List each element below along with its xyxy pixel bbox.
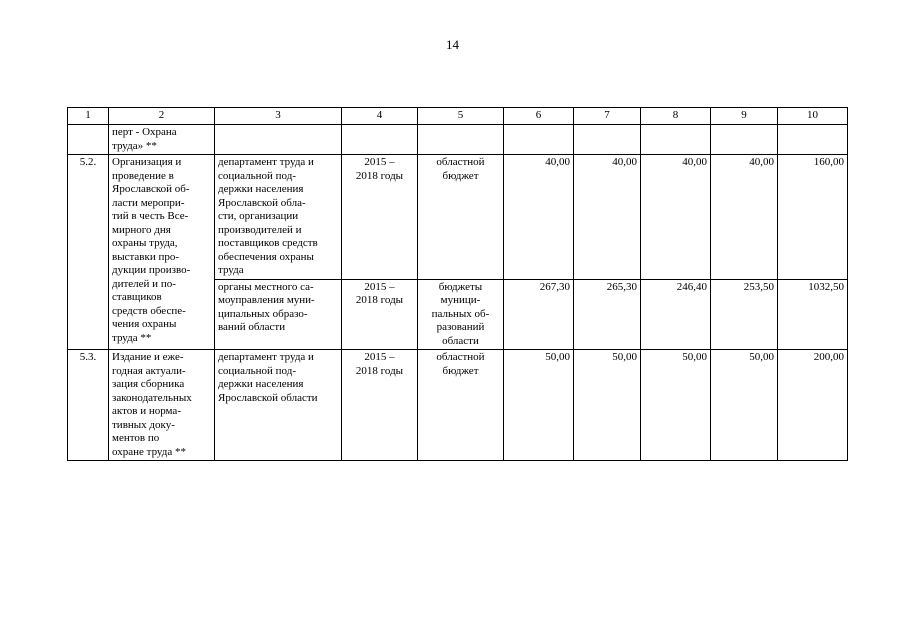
- period-cell: 2015 – 2018 годы: [342, 279, 418, 350]
- amount-cell-6: 40,00: [504, 155, 574, 280]
- cell-empty: [418, 125, 504, 155]
- header-cell: 2: [109, 108, 215, 125]
- header-cell: 7: [574, 108, 641, 125]
- activity-title-continuation: перт - Охрана труда» **: [109, 125, 215, 155]
- amount-total-cell: 160,00: [778, 155, 848, 280]
- header-cell: 9: [711, 108, 778, 125]
- period-cell: 2015 – 2018 годы: [342, 155, 418, 280]
- amount-cell-7: 40,00: [574, 155, 641, 280]
- amount-cell-9: 253,50: [711, 279, 778, 350]
- cell-empty: [641, 125, 711, 155]
- table-row-5-3: [68, 350, 848, 461]
- amount-cell-9: 40,00: [711, 155, 778, 280]
- amount-cell-7: 265,30: [574, 279, 641, 350]
- header-cell: 5: [418, 108, 504, 125]
- executor-cell: органы местного са- моуправления муни- ципальных образо- ваний области: [215, 279, 342, 350]
- amount-total-cell: 200,00: [778, 350, 848, 461]
- cell-empty: [711, 125, 778, 155]
- amount-cell-8: 50,00: [641, 350, 711, 461]
- activity-number: 5.3.: [68, 350, 109, 461]
- cell-empty: [68, 125, 109, 155]
- funding-source-cell: бюджеты муници- пальных об- разований области: [418, 279, 504, 350]
- executor-cell: департамент труда и социальной под- держки населения Ярославской обла- сти, организации производителей и поставщиков средств обеспечения охраны труда: [215, 155, 342, 280]
- activity-number: 5.2.: [68, 155, 109, 350]
- amount-cell-8: 246,40: [641, 279, 711, 350]
- funding-source-cell: областной бюджет: [418, 350, 504, 461]
- cell-empty: [342, 125, 418, 155]
- amount-cell-8: 40,00: [641, 155, 711, 280]
- table-row-5-2-a: [68, 155, 848, 280]
- period-cell: 2015 – 2018 годы: [342, 350, 418, 461]
- cell-empty: [778, 125, 848, 155]
- table-row-continuation: [68, 125, 848, 155]
- executor-cell: департамент труда и социальной под- держки населения Ярославской области: [215, 350, 342, 461]
- amount-cell-7: 50,00: [574, 350, 641, 461]
- header-cell: 8: [641, 108, 711, 125]
- amount-cell-9: 50,00: [711, 350, 778, 461]
- table-header-row: [68, 108, 848, 125]
- header-cell: 6: [504, 108, 574, 125]
- program-activities-table: [67, 107, 848, 461]
- header-cell: 10: [778, 108, 848, 125]
- funding-source-cell: областной бюджет: [418, 155, 504, 280]
- cell-empty: [574, 125, 641, 155]
- cell-empty: [215, 125, 342, 155]
- amount-cell-6: 267,30: [504, 279, 574, 350]
- activity-title: Издание и еже- годная актуали- зация сборника законодательных актов и норма- тивных доку- ментов по охране труда **: [109, 350, 215, 461]
- amount-cell-6: 50,00: [504, 350, 574, 461]
- header-cell: 3: [215, 108, 342, 125]
- activity-title: Организация и проведение в Ярославской об- ласти меропри- тий в честь Все- мирного дня охраны труда, выставки про- дукции произво- дителей и по- ставщиков средств обеспе- чения охраны труда **: [109, 155, 215, 350]
- page-number: 14: [446, 37, 459, 52]
- amount-total-cell: 1032,50: [778, 279, 848, 350]
- header-cell: 4: [342, 108, 418, 125]
- header-cell: 1: [68, 108, 109, 125]
- cell-empty: [504, 125, 574, 155]
